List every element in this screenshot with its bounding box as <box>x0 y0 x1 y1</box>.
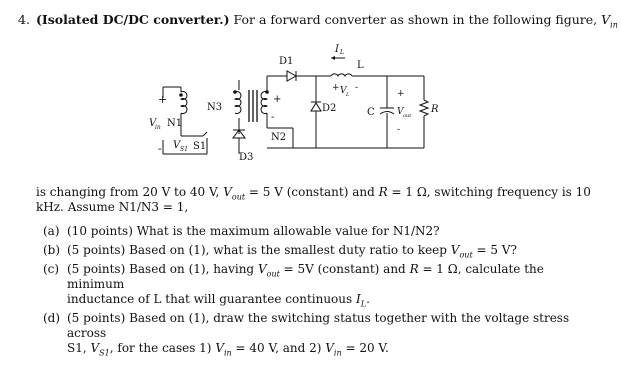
r-var: R <box>409 262 419 276</box>
vl-sub-label: L <box>346 92 350 98</box>
sub-question-text: (5 points) Based on (1), having <box>67 262 255 276</box>
vout-sub: out <box>459 250 473 260</box>
il-sub-label: L <box>340 49 344 56</box>
vin-sub: in <box>224 348 232 358</box>
n2-plus: + <box>273 94 282 105</box>
vin-var: V <box>215 341 224 355</box>
d3-label: D3 <box>239 152 254 163</box>
sub-question-text-d: = 20 V. <box>345 341 389 355</box>
sub-question-a <box>43 224 603 239</box>
l-label: L <box>357 60 364 71</box>
vin-label: V <box>149 118 157 129</box>
n2-minus: - <box>271 112 275 123</box>
sub-question-text: (5 points) Based on (1), what is the smallest duty ratio to keep <box>67 243 447 257</box>
forward-converter-circuit <box>135 40 495 180</box>
il-arrow-icon <box>331 56 335 60</box>
sub-question-c <box>43 262 603 307</box>
vin-var: V <box>601 12 611 27</box>
d2-label: D2 <box>322 103 337 114</box>
vs1-sub-label: S1 <box>180 146 188 153</box>
sub-question-text-mid: = 5V (constant) and <box>283 262 406 276</box>
statement-line-1 <box>36 185 606 200</box>
question-title: (Isolated DC/DC converter.) <box>35 12 230 27</box>
sub-question-b <box>43 243 603 258</box>
vs1-sub: S1 <box>99 348 110 358</box>
sub-questions <box>43 224 603 360</box>
vout-label: V <box>397 107 404 117</box>
n1-dot-icon <box>179 93 183 97</box>
question-header <box>18 12 618 28</box>
vout-var: V <box>257 262 267 276</box>
d1-diode-icon <box>287 71 296 81</box>
sub-question-text-line2-end: . <box>366 292 370 306</box>
sub-question-text-line2: inductance of L that will guarantee continuous <box>67 292 353 306</box>
r-var: R <box>378 185 388 199</box>
vin-var: V <box>325 341 334 355</box>
il-label: I <box>335 44 339 55</box>
sub-question-text-end: = 5 V? <box>476 243 517 257</box>
vout-plus: + <box>397 89 405 99</box>
sub-question-text: (10 points) What is the maximum allowable value for N1/N2? <box>67 224 440 238</box>
vin-sub-label: in <box>155 124 161 131</box>
c-label: C <box>367 107 375 118</box>
vout-var: V <box>223 185 232 199</box>
vl-plus: + <box>332 83 340 93</box>
statement-text-b: = 5 V (constant) and <box>248 185 375 199</box>
vout-sub: out <box>266 269 280 279</box>
sub-question-d <box>43 311 603 356</box>
sub-question-text: (5 points) Based on (1), draw the switching status together with the voltage stress across <box>67 311 570 340</box>
n3-winding-icon <box>235 92 241 114</box>
n1-label: N1 <box>167 118 183 129</box>
sub-question-label: (c) <box>43 262 60 276</box>
inductor-icon <box>331 74 352 76</box>
il-var: I <box>356 292 361 306</box>
n2-winding-icon <box>261 92 267 114</box>
s1-label: S1 <box>193 141 207 152</box>
vin-minus: - <box>158 142 162 155</box>
n3-label: N3 <box>207 102 223 113</box>
vl-label: V <box>340 86 347 96</box>
vout-sub: out <box>231 192 246 202</box>
question-number: 4. <box>18 12 30 27</box>
vin-plus: + <box>158 93 168 106</box>
n3-dot-icon <box>233 90 237 94</box>
d1-label: D1 <box>279 56 294 67</box>
sub-question-text-mid2: = 1 Ω, calculate the minimum <box>67 262 544 291</box>
sub-question-label: (a) <box>43 224 60 238</box>
vin-sub: in <box>610 20 618 30</box>
vl-minus: - <box>355 83 359 93</box>
statement-text-c: = 1 Ω, switching frequency is 10 <box>391 185 591 199</box>
vout-var: V <box>450 243 460 257</box>
vs1-var: V <box>90 341 100 355</box>
n2-label: N2 <box>271 132 287 143</box>
sub-question-text-b: , for the cases 1) <box>109 341 212 355</box>
vout-minus: - <box>397 125 401 135</box>
statement-text-a: is changing from 20 V to 40 V, <box>36 185 220 199</box>
sub-question-label: (b) <box>43 243 61 257</box>
il-sub: L <box>360 299 367 309</box>
vin-sub: in <box>333 348 342 358</box>
vout-sub-label: out <box>403 113 412 119</box>
resistor-icon <box>420 100 428 116</box>
r-label: R <box>431 104 439 115</box>
n2-dot-icon <box>265 90 269 94</box>
vs1-label: V <box>173 140 181 151</box>
statement-line-2: kHz. Assume N1/N3 = 1, <box>36 200 189 214</box>
problem-statement <box>36 185 606 215</box>
d2-diode-icon <box>311 103 321 111</box>
sub-question-label: (d) <box>43 311 61 325</box>
sub-question-text-c: = 40 V, and 2) <box>235 341 322 355</box>
sub-question-text-a: S1, <box>67 341 87 355</box>
question-lead: For a forward converter as shown in the following figure, <box>233 12 598 27</box>
